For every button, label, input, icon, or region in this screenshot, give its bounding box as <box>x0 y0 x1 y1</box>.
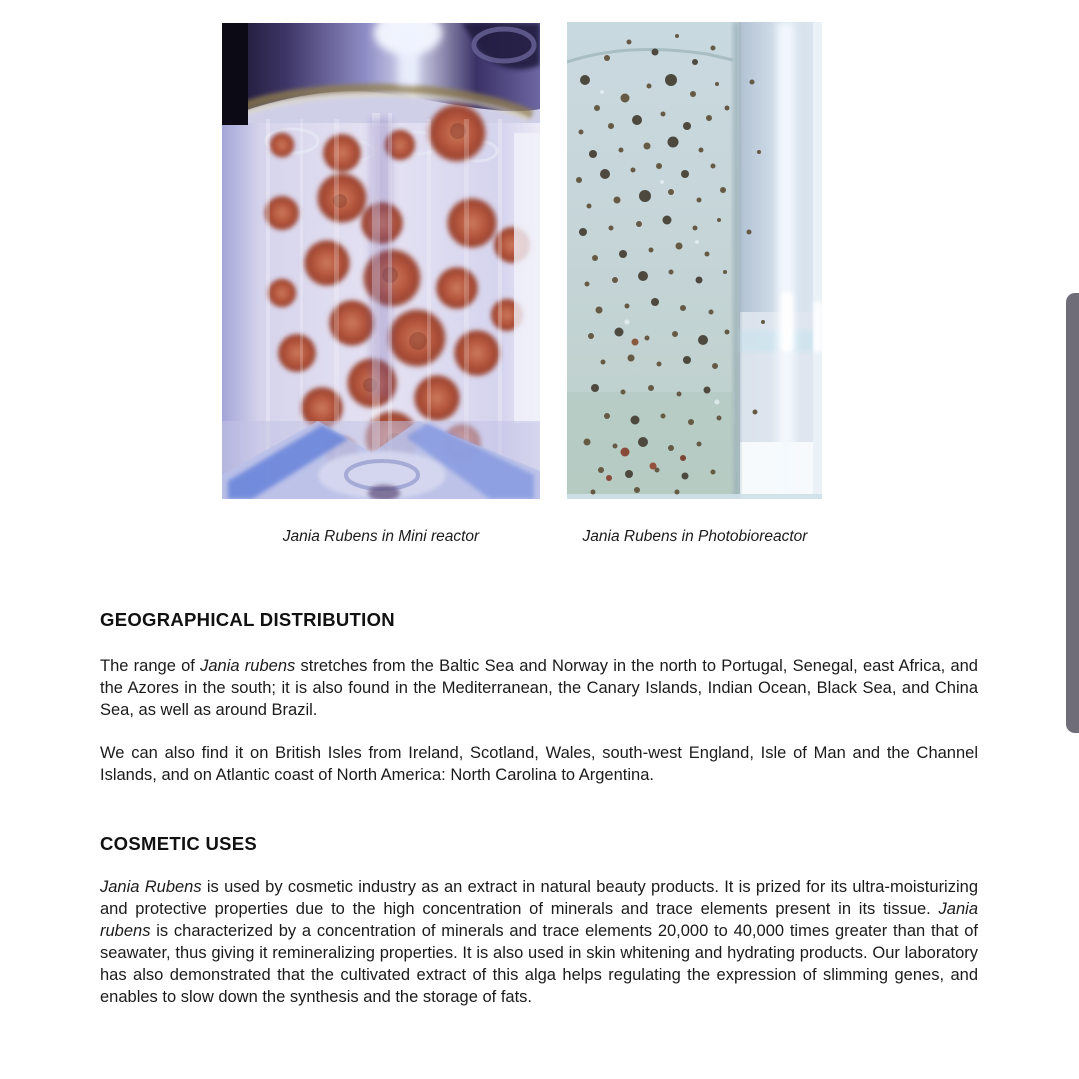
paragraph-cosmetic-uses: Jania Rubens is used by cosmetic industry as an extract in natural beauty products. It is prized for its ultra-moisturizing and protective properties due to the high concentration of minerals and trace elements present in its tissue. Jania rubens is characterized by a concentration of minerals and trace elements 20,000 to 40,000 times greater than that of seawater, thus giving it remineralizing properties. It is also used in skin whitening and hydrating products. Our laboratory has also demonstrated that the cultivated extract of this alga helps regulating the expression of slimming genes, and enables to slow down the synthesis and the storage of fats. <box>100 878 978 1006</box>
paragraph-british-isles: We can also find it on British Isles from Ireland, Scotland, Wales, south-west England, Isle of Man and the Channel Islands, and on Atlantic coast of North America: North Carolina to Argentina. <box>100 744 978 784</box>
heading-cosmetic-uses: COSMETIC USES <box>100 833 258 854</box>
mini-reactor-photo <box>222 23 540 499</box>
heading-geographical-distribution: GEOGRAPHICAL DISTRIBUTION <box>100 609 395 630</box>
paragraph-geographic-range: The range of Jania rubens stretches from the Baltic Sea and Norway in the north to Portugal, Senegal, east Africa, and the Azores in the south; it is also found in the Mediterranean, the Canary Islands, Indian Ocean, Black Sea, and China Sea, as well as around Brazil. <box>100 657 978 719</box>
scrollbar-thumb[interactable] <box>1066 293 1079 733</box>
caption-mini-reactor: Jania Rubens in Mini reactor <box>282 528 480 545</box>
caption-photobioreactor: Jania Rubens in Photobioreactor <box>582 528 808 545</box>
photobioreactor-photo <box>567 22 822 499</box>
